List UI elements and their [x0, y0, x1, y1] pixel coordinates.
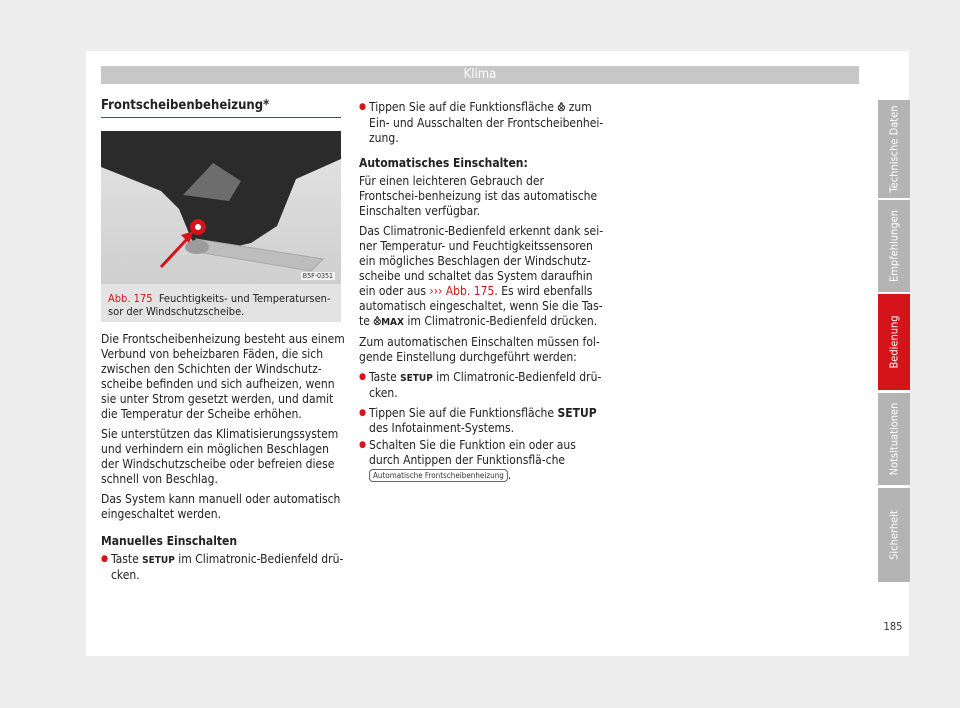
figure-caption	[101, 284, 341, 322]
bullet-item	[101, 552, 346, 583]
tab-label: Bedienung	[887, 315, 901, 369]
setup-key-icon: SETUP	[142, 555, 175, 566]
windscreen-heat-icon: ⨶	[557, 103, 566, 114]
auto-windscreen-heating-button[interactable]: Automatische Frontscheibenheizung	[369, 469, 508, 482]
bullet-item	[359, 100, 604, 146]
page-number: 185	[883, 620, 903, 633]
setup-label: SETUP	[557, 406, 597, 420]
bullet-item	[359, 406, 604, 436]
tab-empfehlungen[interactable]	[878, 200, 910, 292]
figure-link[interactable]: ››› Abb. 175	[429, 284, 495, 298]
caption-ref: Abb. 175	[108, 292, 153, 305]
figure-image	[101, 131, 341, 284]
paragraph: Für einen leichteren Gebrauch der Frontschei-benheizung ist das automatische Einschalten verfügbar.	[359, 174, 598, 218]
paragraph-text: . Es wird ebenfalls automatisch eingeschaltet, wenn Sie die Tas-te	[359, 284, 603, 328]
tab-label: Empfehlungen	[887, 210, 901, 282]
bullet-text: Schalten Sie die Funktion ein oder aus durch Antippen der Funktionsflä-che	[369, 438, 576, 467]
section-heading	[101, 98, 341, 118]
bullet-text: Tippen Sie auf die Funktionsfläche	[369, 406, 555, 420]
tab-notsituationen[interactable]	[878, 393, 910, 485]
tab-sicherheit[interactable]	[878, 488, 910, 582]
figure-code: B5F-0351	[302, 272, 333, 280]
paragraph: Das System kann manuell oder automatisch eingeschaltet werden.	[101, 492, 341, 521]
right-column	[359, 100, 604, 488]
section-title: Frontscheibenbeheizung*	[101, 98, 270, 113]
header-title: Klima	[463, 67, 497, 82]
paragraph-text: im Climatronic-Bedienfeld drücken.	[407, 314, 598, 328]
tab-label: Notsituationen	[887, 402, 901, 476]
caption-text: Feuchtigkeits- und Temperatursen-sor der Windschutzscheibe.	[108, 292, 331, 318]
tab-label: Technische Daten	[887, 105, 901, 193]
max-defrost-key-icon: ⨶MAX	[373, 317, 404, 328]
tab-bedienung[interactable]	[878, 294, 910, 390]
subheading-auto: Automatisches Einschalten:	[359, 156, 528, 170]
paragraph	[359, 224, 604, 330]
setup-key-icon: SETUP	[400, 373, 433, 384]
bullet-text: .	[507, 468, 512, 482]
tab-technische-daten[interactable]	[878, 100, 910, 198]
bullet-text: des Infotainment-Systems.	[369, 421, 515, 435]
bullet-text: Tippen Sie auf die Funktionsfläche	[369, 100, 555, 114]
bullet-text: Taste	[111, 552, 139, 566]
paragraph: Zum automatischen Einschalten müssen fol-gende Einstellung durchgeführt werden:	[359, 335, 600, 364]
sensor-illustration	[101, 131, 341, 284]
header-bar	[101, 66, 859, 84]
bullet-text: zum Ein- und Ausschalten der Frontscheibenhei-zung.	[369, 100, 604, 145]
bullet-item	[359, 370, 604, 401]
paragraph-text: Das Climatronic-Bedienfeld erkennt dank sei-ner Temperatur- und Feuchtigkeitssensoren ein mögliches Beschlagen der Windschutz-scheibe und schaltet das System daraufhin ein oder aus	[359, 224, 604, 298]
bullet-text: im Climatronic-Bedienfeld drü-cken.	[111, 552, 344, 582]
bullet-text: im Climatronic-Bedienfeld drü-cken.	[369, 370, 602, 400]
bullet-text: Taste	[369, 370, 397, 384]
paragraph: Sie unterstützen das Klimatisierungssystem und verhindern ein möglichen Beschlagen der Windschutzscheibe oder befreien diese schnell von Beschlag.	[101, 427, 339, 486]
bullet-item	[359, 438, 604, 483]
subheading-manual: Manuelles Einschalten	[101, 534, 238, 548]
paragraph: Die Frontscheibenheizung besteht aus einem Verbund von beheizbaren Fäden, die sich zwischen den Schichten der Windschutz-scheibe befinden und sich aufheizen, wenn sie unter Strom gesetzt werden, und damit die Temperatur der Scheibe erhöhen.	[101, 332, 345, 421]
tab-label: Sicherheit	[887, 510, 901, 560]
left-column	[101, 332, 346, 588]
